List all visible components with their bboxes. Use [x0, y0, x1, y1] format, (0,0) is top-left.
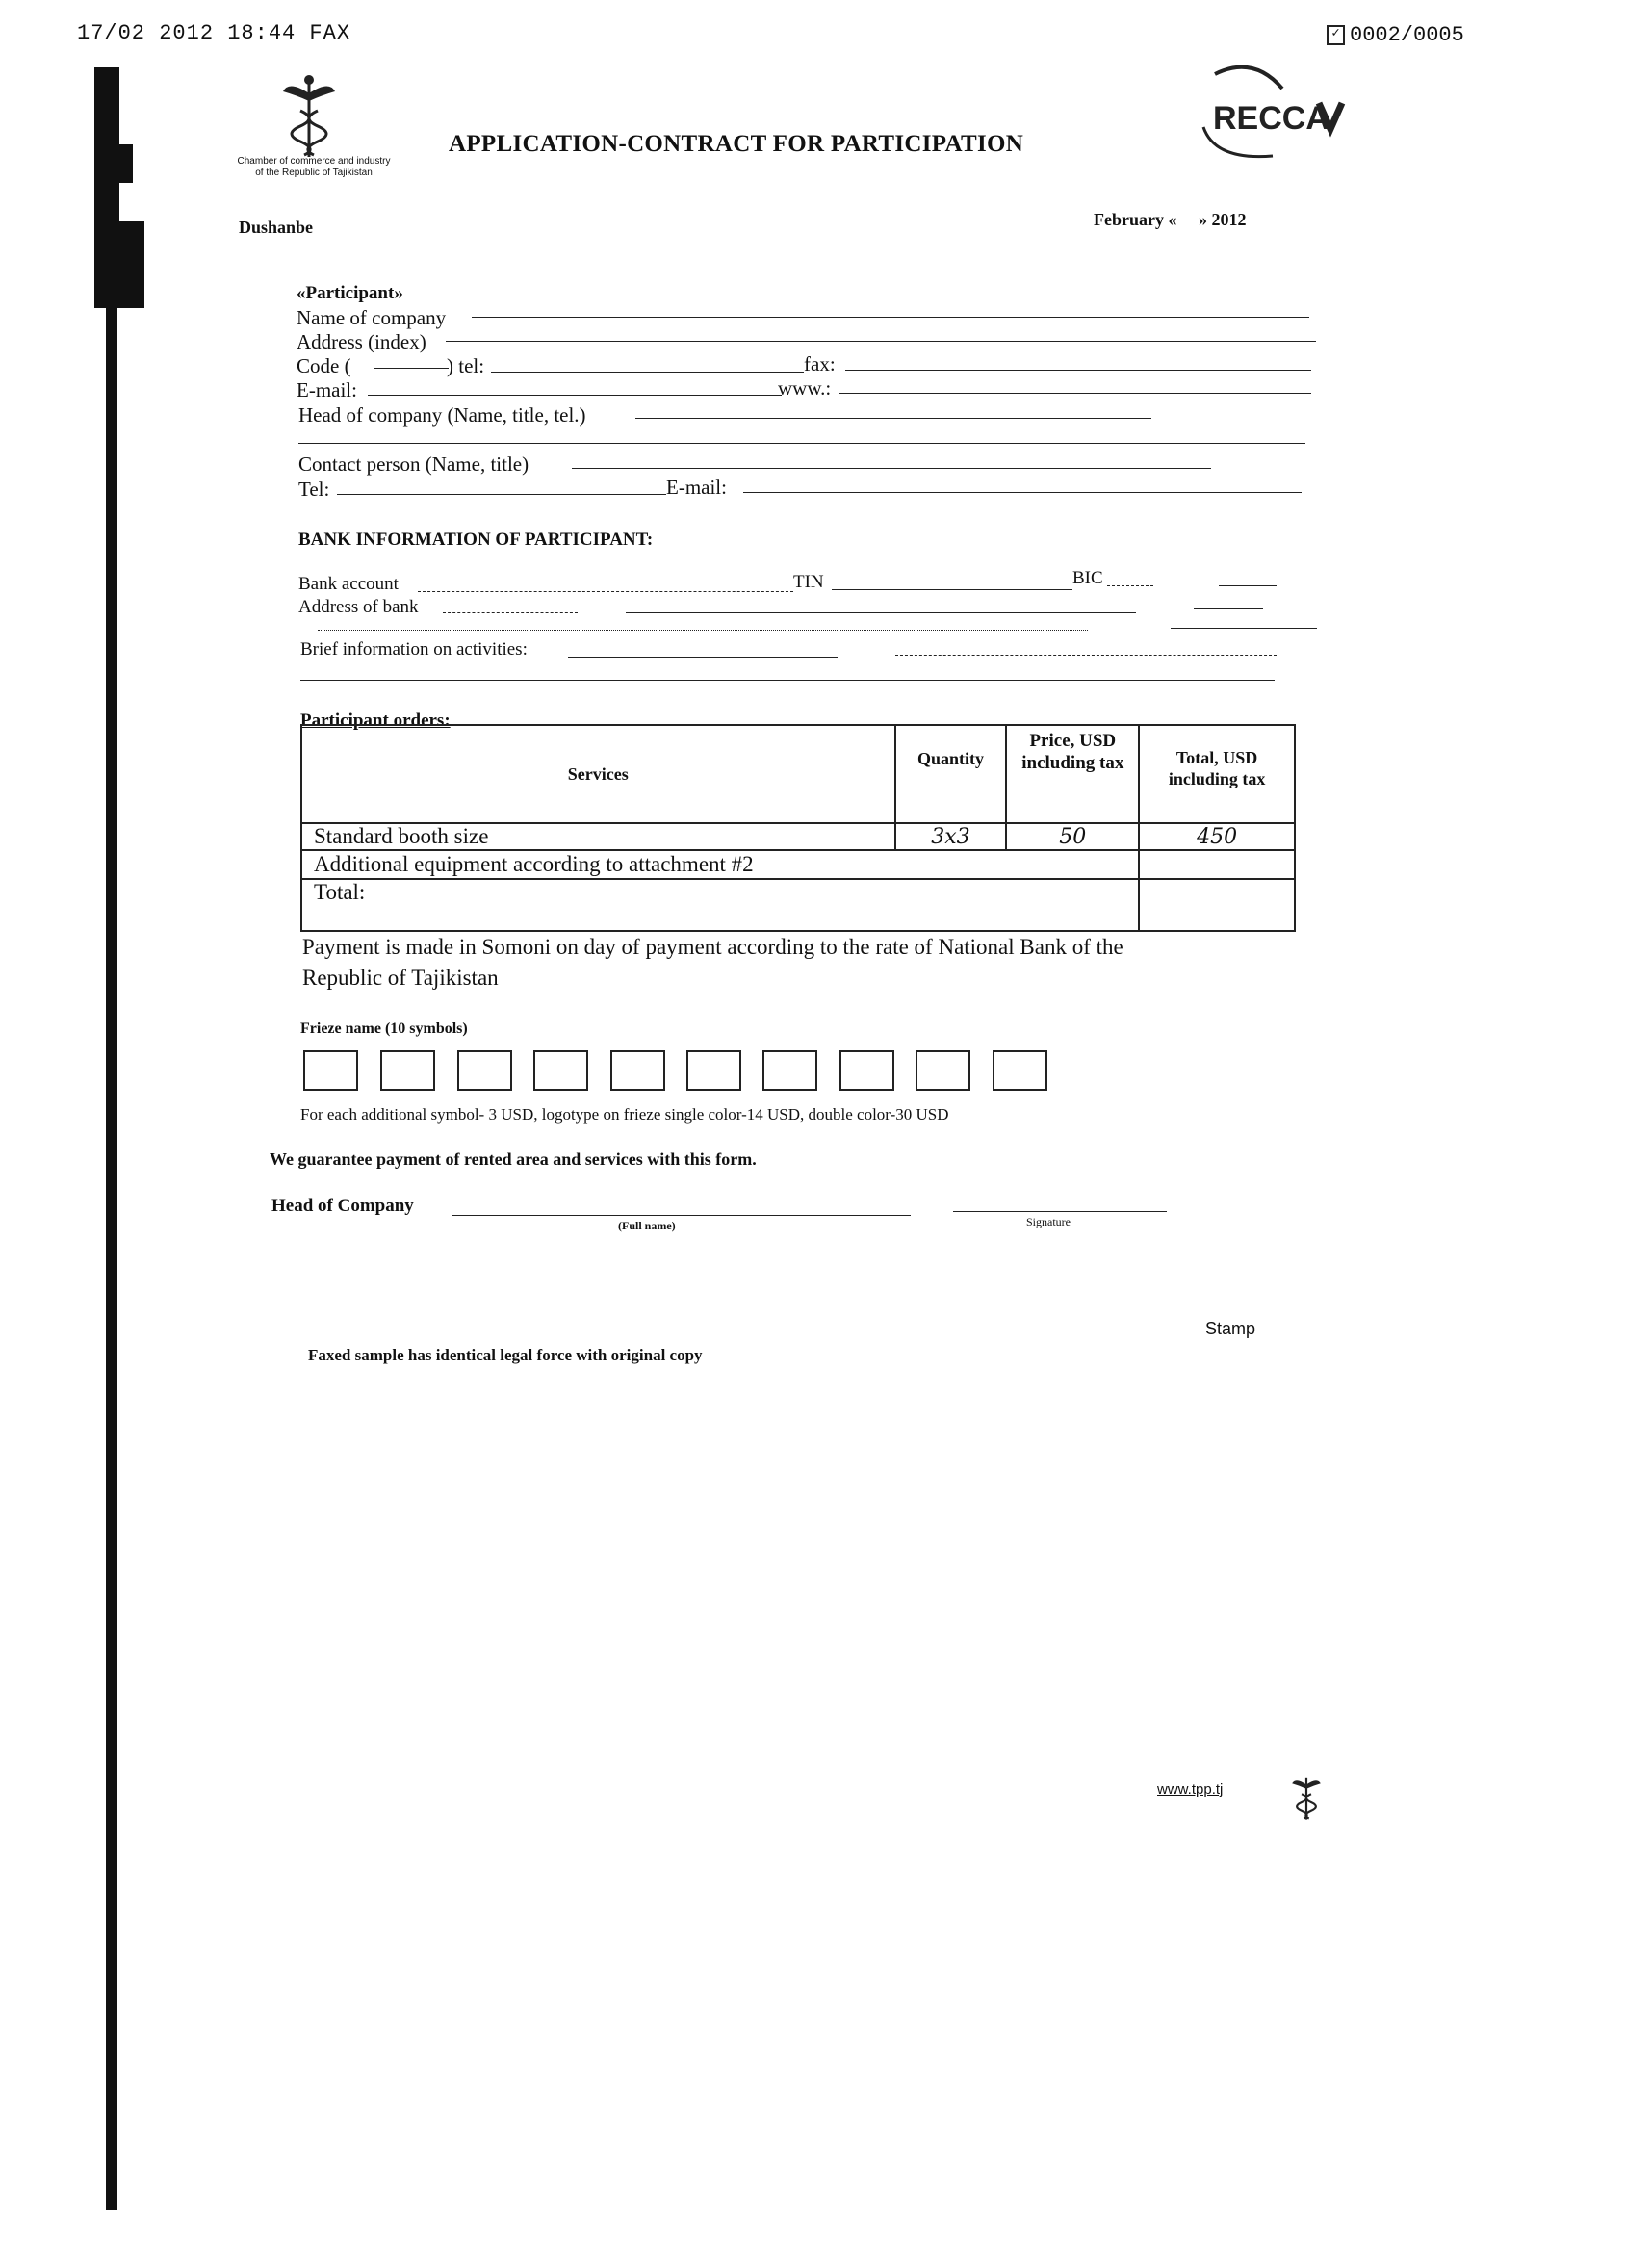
email-label: E-mail: [297, 378, 357, 401]
full-name-field[interactable] [452, 1215, 911, 1216]
faxed-note: Faxed sample has identical legal force with original copy [308, 1346, 703, 1364]
contact-person-label: Contact person (Name, title) [298, 452, 529, 476]
www-label: www.: [778, 376, 832, 400]
quantity-header: Quantity [895, 725, 1007, 823]
head-of-company-field-2[interactable] [298, 443, 1305, 444]
brief-info-label: Brief information on activities: [300, 639, 528, 659]
contact-person-field[interactable] [572, 468, 1211, 469]
footer-url-link[interactable]: www.tpp.tj [1157, 1781, 1224, 1797]
bank-address-field-4[interactable] [318, 630, 1088, 631]
contact-tel-field[interactable] [337, 494, 666, 495]
code-field[interactable] [374, 368, 449, 369]
table-row [301, 879, 1295, 931]
frieze-box[interactable] [762, 1050, 817, 1091]
bank-account-field[interactable] [418, 591, 793, 592]
total-label-cell: Total: [301, 879, 1139, 931]
fax-header-left: 17/02 2012 18:44 FAX [77, 21, 351, 45]
tin-field[interactable] [832, 589, 1072, 590]
services-header: Services [301, 725, 895, 823]
frieze-box[interactable] [457, 1050, 512, 1091]
payment-note: Payment is made in Somoni on day of payment according to the rate of National Bank of the Republic of Tajikistan [302, 935, 1123, 990]
fax-edge-mark [119, 221, 144, 308]
company-name-label: Name of company [297, 306, 447, 329]
tin-label: TIN [793, 572, 824, 592]
table-row [301, 850, 1295, 879]
fax-label: fax: [804, 352, 836, 375]
stamp-label: Stamp [1205, 1319, 1256, 1338]
contact-email-label: E-mail: [666, 476, 727, 499]
contact-tel-label: Tel: [298, 478, 330, 501]
frieze-box[interactable] [839, 1050, 894, 1091]
address-label: Address (index) [297, 330, 426, 353]
document-title: APPLICATION-CONTRACT FOR PARTICIPATION [449, 131, 1024, 157]
fax-page-number [1327, 23, 1464, 47]
contact-email-field[interactable] [743, 492, 1302, 493]
bank-address-field-2[interactable] [626, 612, 1136, 613]
www-field[interactable] [839, 393, 1311, 394]
head-of-company-field[interactable] [635, 418, 1151, 419]
table-row [301, 823, 1295, 850]
recca-logo [1186, 60, 1350, 166]
fax-edge-mark [119, 144, 133, 183]
bank-account-label: Bank account [298, 574, 399, 594]
brief-info-field-2[interactable] [895, 655, 1277, 656]
guarantee-text: We guarantee payment of rented area and services with this form. [270, 1150, 757, 1169]
additional-equipment-cell: Additional equipment according to attachment #2 [301, 850, 1139, 879]
brief-info-field[interactable] [568, 657, 838, 658]
frieze-box[interactable] [686, 1050, 741, 1091]
service-cell: Standard booth size [301, 823, 895, 850]
frieze-label: Frieze name (10 symbols) [300, 1021, 468, 1037]
participant-heading: «Participant» [297, 283, 403, 303]
fax-field[interactable] [845, 370, 1311, 371]
frieze-note: For each additional symbol- 3 USD, logotype on frieze single color-14 USD, double color-30 USD [300, 1105, 949, 1124]
price-cell[interactable]: 50 [1006, 823, 1139, 850]
checkbox-icon: ✓ [1327, 25, 1345, 45]
frieze-box[interactable] [533, 1050, 588, 1091]
bic-label: BIC [1072, 568, 1103, 588]
head-of-company-label: Head of company (Name, title, tel.) [298, 403, 586, 427]
code-label: Code ( [297, 354, 351, 377]
chamber-footer-icon [1290, 1771, 1323, 1822]
signature-caption: Signature [1026, 1215, 1071, 1228]
chamber-logo [279, 72, 339, 159]
head-of-company-sign-label: Head of Company [271, 1196, 414, 1216]
frieze-box[interactable] [610, 1050, 665, 1091]
bic-field[interactable] [1107, 585, 1153, 586]
bank-heading: BANK INFORMATION OF PARTICIPANT: [298, 530, 654, 550]
fax-edge-block [94, 67, 119, 308]
city: Dushanbe [239, 218, 314, 237]
total-header: Total, USD including tax [1139, 725, 1295, 823]
orders-table [300, 724, 1296, 932]
bank-address-field[interactable] [443, 612, 578, 613]
email-field[interactable] [368, 395, 782, 396]
frieze-box[interactable] [993, 1050, 1047, 1091]
orders-heading: Participant orders: [300, 711, 451, 731]
recca-logo-text: RECCA [1213, 100, 1329, 137]
address-field[interactable] [446, 341, 1316, 342]
orders-header-row [301, 725, 1295, 823]
price-header: Price, USD including tax [1006, 725, 1139, 823]
brief-info-field-3[interactable] [300, 680, 1275, 681]
bic-field-2[interactable] [1219, 585, 1277, 586]
bank-address-field-5[interactable] [1171, 628, 1317, 629]
frieze-box[interactable] [303, 1050, 358, 1091]
company-name-field[interactable] [472, 317, 1309, 318]
fax-header-right: 0002/0005 [1350, 23, 1464, 47]
full-name-caption: (Full name) [618, 1219, 676, 1232]
grand-total-cell[interactable] [1139, 879, 1295, 931]
date: February « » 2012 [1094, 210, 1247, 229]
tel-field[interactable] [491, 372, 804, 373]
frieze-box[interactable] [380, 1050, 435, 1091]
chamber-caption: Chamber of commerce and industry of the Republic of Tajikistan [237, 156, 391, 178]
frieze-box[interactable] [916, 1050, 970, 1091]
tel-label: ) tel: [447, 354, 485, 377]
additional-total-cell[interactable] [1139, 850, 1295, 879]
bank-address-field-3[interactable] [1194, 608, 1263, 609]
quantity-cell[interactable]: 3x3 [895, 823, 1007, 850]
bank-address-label: Address of bank [298, 597, 419, 617]
signature-field[interactable] [953, 1211, 1167, 1212]
total-cell[interactable]: 450 [1139, 823, 1295, 850]
fax-edge-bar [106, 67, 117, 2210]
